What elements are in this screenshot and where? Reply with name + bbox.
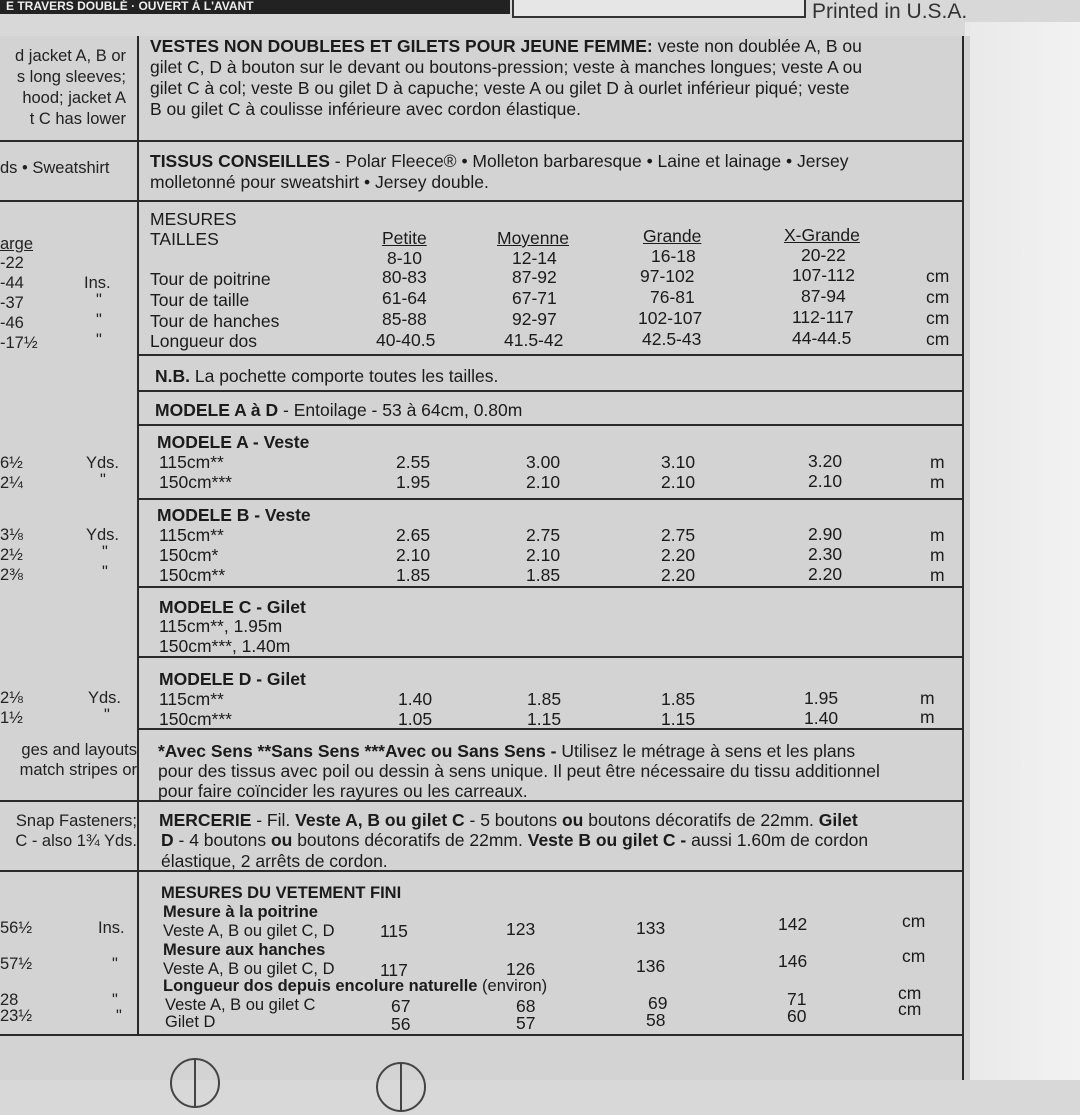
notions-line: élastique, 2 arrêts de cordon. <box>161 851 388 871</box>
left-finished-value: 28 <box>0 991 19 1009</box>
measure-unit: cm <box>926 308 950 328</box>
sizes-label: TAILLES <box>150 229 219 249</box>
measure-value: 61-64 <box>382 288 427 308</box>
left-view-d-value: 2⅛ <box>0 689 23 707</box>
measure-value: 41.5-42 <box>504 330 564 350</box>
divider-fabrics <box>0 200 964 202</box>
yardage-value: 2.20 <box>661 545 696 565</box>
nap-line: pour des tissus avec poil ou dessin à sens unique. Il peut être nécessaire du tissu additionnel <box>158 761 880 781</box>
finished-unit: cm <box>902 911 926 931</box>
nap-line: pour faire coïncider les rayures ou les carreaux. <box>158 781 528 801</box>
notions-text: - Fil. <box>251 810 296 830</box>
yardage-unit: m <box>930 545 945 565</box>
description-title: VESTES NON DOUBLEES ET GILETS POUR JEUNE FEMME: <box>150 36 653 56</box>
measure-unit: cm <box>926 329 950 349</box>
finished-value: 68 <box>516 996 536 1016</box>
description-line: gilet C, D à bouton sur le devant ou boutons-pression; veste à manches longues; veste A ou <box>150 57 863 77</box>
left-finished-unit: Ins. <box>98 919 125 937</box>
yardage-label: 115cm** <box>159 452 224 472</box>
registration-mark <box>376 1062 426 1112</box>
measure-value: 42.5-43 <box>642 329 702 349</box>
nb-text: La pochette comporte toutes les tailles. <box>190 366 499 386</box>
registration-mark <box>170 1058 220 1108</box>
measure-value: 40-40.5 <box>376 330 436 350</box>
left-notions-line: Snap Fasteners; <box>15 812 137 830</box>
divider-notions <box>0 870 964 872</box>
right-border <box>962 36 964 1080</box>
size-name: Grande <box>643 226 702 246</box>
measures-label: MESURES <box>150 209 237 229</box>
measure-value: 87-94 <box>801 286 846 306</box>
yardage-value: 2.65 <box>396 525 431 545</box>
description-line: B ou gilet C à coulisse inférieure avec cordon élastique. <box>150 99 581 119</box>
left-desc-line: s long sleeves; <box>16 68 126 86</box>
yardage-value: 2.30 <box>808 544 843 564</box>
column-divider <box>137 36 139 1036</box>
left-finished-value: 56½ <box>0 919 33 937</box>
measure-value: 87-92 <box>512 267 557 287</box>
measure-value: 112-117 <box>792 307 854 327</box>
left-view-b-value: 2½ <box>0 546 23 564</box>
measure-value: 67-71 <box>512 288 557 308</box>
yardage-unit: m <box>930 565 945 585</box>
notions-text: - 4 boutons <box>173 830 271 850</box>
yardage-label: 150cm*** <box>159 709 232 729</box>
yardage-value: 1.40 <box>804 708 839 728</box>
nap-bold: *Avec Sens **Sans Sens ***Avec ou Sans Sens - <box>158 741 557 761</box>
model-a-title: MODELE A - Veste <box>157 432 310 452</box>
measure-unit: cm <box>926 287 950 307</box>
yardage-value: 1.85 <box>396 565 431 585</box>
fabrics-line: molletonné pour sweatshirt • Jersey double. <box>150 172 489 192</box>
yardage-unit: m <box>930 452 945 472</box>
yardage-unit: m <box>930 525 945 545</box>
finished-group-title-rest: (environ) <box>477 977 548 995</box>
yardage-value: 3.20 <box>808 451 843 471</box>
yardage-value: 2.20 <box>808 564 843 584</box>
yardage-value: 1.85 <box>661 689 696 709</box>
finished-value: 146 <box>778 951 808 971</box>
printed-label: Printed in U.S.A. <box>812 0 968 23</box>
notions-line <box>159 810 858 830</box>
size-name: X-Grande <box>784 225 860 245</box>
left-finished-unit: " <box>112 955 118 973</box>
finished-value: 115 <box>380 921 408 941</box>
left-view-b-unit: " <box>102 543 108 561</box>
notions-title: MERCERIE <box>159 810 252 830</box>
measure-value: 80-83 <box>382 267 427 287</box>
left-notions-line: C - also 1¾ Yds. <box>15 832 137 850</box>
left-view-a-unit: Yds. <box>86 454 120 472</box>
interfacing-text: - Entoilage - 53 à 64cm, 0.80m <box>278 400 523 420</box>
measure-value: 76-81 <box>650 287 695 307</box>
left-view-b-value: 3⅛ <box>0 526 23 544</box>
finished-unit: cm <box>902 946 926 966</box>
left-measure-unit: " <box>96 311 102 329</box>
measure-value: 107-112 <box>792 265 855 285</box>
model-c-line: 115cm**, 1.95m <box>159 616 283 636</box>
yardage-value: 1.05 <box>398 709 433 729</box>
model-b-title: MODELE B - Veste <box>157 505 311 525</box>
notions-text: D <box>161 830 174 850</box>
finished-value: 136 <box>636 956 666 976</box>
finished-unit: cm <box>898 983 922 1003</box>
left-view-d-value: 1½ <box>0 709 23 727</box>
finished-value: 58 <box>646 1010 666 1030</box>
yardage-value: 2.10 <box>661 472 696 492</box>
measure-value: 92-97 <box>512 309 557 329</box>
nb-note <box>155 366 498 386</box>
notions-text: boutons décoratifs de 22mm. <box>583 810 819 830</box>
finished-value: 71 <box>787 989 807 1009</box>
description-line <box>150 36 862 56</box>
left-nap-line: match stripes or <box>19 761 137 779</box>
divider-interfacing <box>137 424 964 426</box>
finished-value: 142 <box>778 914 808 934</box>
yardage-value: 2.10 <box>808 471 843 491</box>
divider-measures <box>137 354 964 356</box>
finished-value: 67 <box>391 996 411 1016</box>
finished-value: 57 <box>516 1013 536 1033</box>
left-measure-unit: Ins. <box>84 274 111 292</box>
notions-text: aussi 1.60m de cordon <box>686 830 869 850</box>
left-measure-value: -37 <box>0 294 24 312</box>
measure-value: 102-107 <box>638 308 703 328</box>
finished-value: 60 <box>787 1006 807 1026</box>
finished-unit: cm <box>898 999 922 1019</box>
yardage-unit: m <box>930 472 945 492</box>
left-view-a-value: 2¼ <box>0 474 23 492</box>
left-view-a-value: 6½ <box>0 454 23 472</box>
interfacing-bold: MODELE A à D <box>155 400 279 420</box>
finished-label: Veste A, B ou gilet C <box>165 996 316 1014</box>
yardage-label: 115cm** <box>159 689 224 709</box>
divider-model-b <box>137 586 964 588</box>
yardage-unit: m <box>920 688 935 708</box>
yardage-label: 115cm** <box>159 525 224 545</box>
left-size-label: arge <box>0 235 34 253</box>
nap-line <box>158 741 855 761</box>
left-desc-line: t C has lower <box>29 110 126 128</box>
left-desc-line: d jacket A, B or <box>15 47 126 65</box>
top-banner <box>0 0 510 14</box>
finished-label: Gilet D <box>165 1013 216 1031</box>
size-name: Petite <box>382 228 427 248</box>
left-desc-line: hood; jacket A <box>22 89 126 107</box>
nap-text: Utilisez le métrage à sens et les plans <box>556 741 856 761</box>
description-line: gilet C à col; veste B ou gilet D à capuche; veste A ou gilet D à ourlet inférieur piqué; veste <box>150 78 850 98</box>
left-finished-unit: " <box>112 991 118 1009</box>
left-view-a-unit: " <box>100 471 106 489</box>
measure-value: 44-44.5 <box>792 328 852 348</box>
measure-label: Tour de taille <box>150 290 250 310</box>
yardage-value: 1.15 <box>527 709 562 729</box>
yardage-value: 1.85 <box>527 689 562 709</box>
notions-text: Gilet <box>818 810 858 830</box>
yardage-label: 150cm*** <box>159 472 232 492</box>
fabrics-title: TISSUS CONSEILLES <box>150 151 330 171</box>
left-measure-value: -17½ <box>0 334 38 352</box>
crosshair-icon <box>172 1060 218 1106</box>
size-range: 20-22 <box>801 245 846 265</box>
yardage-value: 2.55 <box>396 452 431 472</box>
divider-model-a <box>137 498 964 500</box>
left-measure-unit: " <box>96 291 102 309</box>
finished-label: Veste A, B ou gilet C, D <box>163 960 335 978</box>
left-view-d-unit: Yds. <box>88 689 122 707</box>
measure-label: Tour de hanches <box>150 311 280 331</box>
notions-text: Veste A, B ou gilet C <box>295 810 465 830</box>
yardage-value: 2.90 <box>808 524 843 544</box>
finished-value: 123 <box>506 919 536 939</box>
yardage-value: 1.95 <box>396 472 431 492</box>
size-range: 16-18 <box>651 246 696 266</box>
size-name: Moyenne <box>497 228 569 248</box>
finished-group-title-bold: Longueur dos depuis encolure naturelle <box>163 977 478 995</box>
notions-text: ou <box>561 810 584 830</box>
left-view-b-value: 2⅜ <box>0 566 23 584</box>
finished-group-title: Mesure à la poitrine <box>163 903 318 921</box>
yardage-value: 2.75 <box>661 525 696 545</box>
finished-value: 69 <box>648 993 668 1013</box>
divider-model-c <box>137 656 964 658</box>
yardage-value: 1.40 <box>398 689 433 709</box>
left-nap-line: ges and layouts <box>21 741 137 759</box>
yardage-value: 3.10 <box>661 452 696 472</box>
left-measure-value: -44 <box>0 274 24 292</box>
fabrics-text: - Polar Fleece® • Molleton barbaresque • Laine et lainage • Jersey <box>329 151 849 171</box>
size-range: 12-14 <box>512 248 557 268</box>
notions-text: - 5 boutons <box>464 810 562 830</box>
left-measure-value: -46 <box>0 314 24 332</box>
background-surface <box>965 22 1080 1080</box>
crosshair-icon <box>378 1064 424 1110</box>
divider-desc <box>0 140 964 142</box>
finished-value: 117 <box>380 960 408 980</box>
measure-unit: cm <box>926 266 950 286</box>
finished-value: 133 <box>636 918 666 938</box>
nb-bold: N.B. <box>155 366 190 386</box>
yardage-value: 3.00 <box>526 452 561 472</box>
model-c-line: 150cm***, 1.40m <box>159 636 291 656</box>
left-view-b-unit: Yds. <box>86 526 120 544</box>
finished-title: MESURES DU VETEMENT FINI <box>161 884 402 902</box>
measure-value: 97-102 <box>640 266 695 286</box>
yardage-label: 150cm* <box>159 545 219 565</box>
yardage-value: 2.20 <box>661 565 696 585</box>
left-fabrics: ds • Sweatshirt <box>0 159 110 177</box>
finished-label: Veste A, B ou gilet C, D <box>163 922 335 940</box>
left-measure-unit: " <box>96 331 102 349</box>
yardage-value: 1.95 <box>804 688 839 708</box>
model-c-title: MODELE C - Gilet <box>159 597 306 617</box>
yardage-value: 2.10 <box>526 472 561 492</box>
measure-label: Tour de poitrine <box>150 269 271 289</box>
finished-value: 56 <box>391 1014 411 1034</box>
yardage-value: 1.85 <box>526 565 561 585</box>
yardage-value: 2.75 <box>526 525 561 545</box>
notions-line <box>161 830 868 850</box>
model-d-title: MODELE D - Gilet <box>159 669 306 689</box>
top-box <box>512 0 806 18</box>
notions-text: Veste B ou gilet C - <box>527 830 687 850</box>
yardage-value: 2.10 <box>396 545 431 565</box>
description-text: veste non doublée A, B ou <box>652 36 862 56</box>
yardage-label: 150cm** <box>159 565 226 585</box>
yardage-value: 1.15 <box>661 709 696 729</box>
divider-nb <box>137 390 964 392</box>
measure-value: 85-88 <box>382 309 427 329</box>
interfacing-line <box>155 400 522 420</box>
finished-group-title <box>163 976 547 996</box>
finished-group-title: Mesure aux hanches <box>163 941 326 959</box>
left-view-b-unit: " <box>102 563 108 581</box>
left-finished-unit: " <box>116 1007 122 1025</box>
left-size-range: -22 <box>0 254 24 272</box>
notions-text: boutons décoratifs de 22mm. <box>292 830 528 850</box>
yardage-unit: m <box>920 707 935 727</box>
left-view-d-unit: " <box>104 706 110 724</box>
size-range: 8-10 <box>387 248 423 268</box>
left-finished-value: 23½ <box>0 1007 33 1025</box>
left-finished-value: 57½ <box>0 955 33 973</box>
notions-text: ou <box>270 830 293 850</box>
fabrics-line <box>150 151 849 171</box>
banner-text: E TRAVERS DOUBLÉ · OUVERT À L'AVANT <box>6 0 254 13</box>
divider-bottom <box>0 1034 964 1036</box>
finished-value: 126 <box>506 959 536 979</box>
yardage-value: 2.10 <box>526 545 561 565</box>
measure-label: Longueur dos <box>150 331 258 351</box>
